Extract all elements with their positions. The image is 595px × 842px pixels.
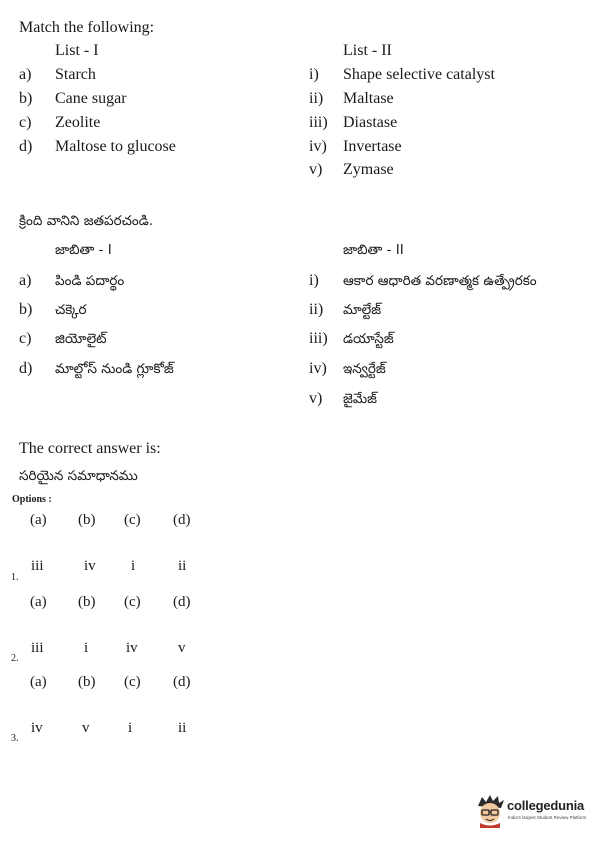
telugu-list2-item: జైమేజ్: [343, 391, 378, 407]
telugu-list1-header: జాబితా - I: [55, 242, 112, 258]
answer-prompt: The correct answer is:: [19, 440, 161, 457]
option-col-header: (c): [124, 594, 141, 610]
list1-header: List - I: [55, 42, 99, 59]
option-value: i: [128, 720, 133, 736]
telugu-list1-key: d): [19, 360, 33, 377]
list1-key: a): [19, 66, 32, 83]
option-col-header: (d): [173, 512, 191, 528]
telugu-list2-key: iii): [309, 330, 328, 347]
list2-key: iv): [309, 138, 327, 155]
telugu-list2-item: ఆకార ఆధారిత వరణాత్మక ఉత్ప్రేరకం: [343, 273, 537, 289]
list2-key: iii): [309, 114, 328, 131]
options-label: Options :: [12, 494, 52, 505]
list2-key: i): [309, 66, 319, 83]
option-col-header: (b): [78, 594, 96, 610]
option-value: ii: [178, 720, 187, 736]
list2-header: List - II: [343, 42, 392, 59]
telugu-list1-item: మాల్టోస్ నుండి గ్లూకోజ్: [55, 361, 174, 377]
option-value: v: [178, 640, 186, 656]
option-number: 1.: [11, 572, 19, 583]
list2-key: ii): [309, 90, 324, 107]
telugu-list1-item: జియోలైట్: [55, 331, 107, 347]
telugu-heading: క్రింది వానిని జతపరచండి.: [19, 213, 154, 229]
option-value: iv: [126, 640, 138, 656]
option-col-header: (a): [30, 512, 47, 528]
telugu-list1-key: c): [19, 330, 32, 347]
option-col-header: (d): [173, 594, 191, 610]
option-col-header: (c): [124, 512, 141, 528]
list1-item: Maltose to glucose: [55, 138, 176, 155]
option-col-header: (c): [124, 674, 141, 690]
option-value: iii: [31, 558, 44, 574]
collegedunia-logo: [474, 794, 590, 828]
telugu-list2-key: ii): [309, 301, 324, 318]
mascot-icon: [474, 794, 506, 828]
option-number: 3.: [11, 733, 19, 744]
option-value: i: [84, 640, 89, 656]
brand-name: collegedunia: [507, 798, 585, 813]
list2-item: Diastase: [343, 114, 398, 131]
telugu-list2-item: డయాస్టేజ్: [343, 331, 394, 347]
option-value: iv: [31, 720, 43, 736]
brand-tagline: India's largest Student Review Platform: [508, 815, 587, 820]
telugu-list2-key: iv): [309, 360, 327, 377]
telugu-list2-key: v): [309, 390, 323, 407]
list1-key: d): [19, 138, 33, 155]
list2-key: v): [309, 161, 323, 178]
telugu-list2-item: మాల్టేజ్: [343, 302, 382, 318]
option-value: i: [131, 558, 136, 574]
telugu-list1-item: పిండి పదార్థం: [55, 273, 125, 289]
option-value: ii: [178, 558, 187, 574]
list2-item: Invertase: [343, 138, 402, 155]
telugu-list2-key: i): [309, 272, 319, 289]
option-col-header: (b): [78, 512, 96, 528]
telugu-list1-item: చక్కెర: [55, 302, 87, 318]
option-col-header: (b): [78, 674, 96, 690]
list2-item: Zymase: [343, 161, 394, 178]
list1-item: Cane sugar: [55, 90, 127, 107]
option-value: v: [82, 720, 90, 736]
option-col-header: (a): [30, 674, 47, 690]
telugu-list2-header: జాబితా - II: [343, 242, 404, 258]
telugu-list1-key: a): [19, 272, 32, 289]
question-heading: Match the following:: [19, 19, 155, 36]
list2-item: Shape selective catalyst: [343, 66, 495, 83]
option-number: 2.: [11, 653, 19, 664]
telugu-list2-item: ఇన్వర్టేజ్: [343, 361, 386, 377]
list1-key: c): [19, 114, 32, 131]
list2-item: Maltase: [343, 90, 394, 107]
option-value: iii: [31, 640, 44, 656]
list1-key: b): [19, 90, 33, 107]
option-col-header: (d): [173, 674, 191, 690]
telugu-list1-key: b): [19, 301, 33, 318]
list1-item: Starch: [55, 66, 96, 83]
list1-item: Zeolite: [55, 114, 101, 131]
answer-prompt-telugu: సరియైన సమాధానము: [19, 468, 138, 484]
option-value: iv: [84, 558, 96, 574]
option-col-header: (a): [30, 594, 47, 610]
